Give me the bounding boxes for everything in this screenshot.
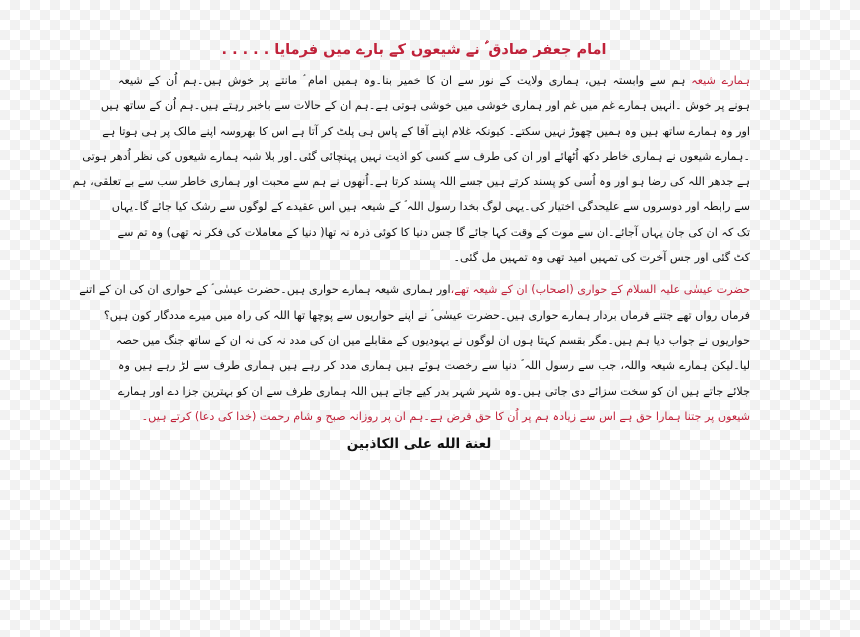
line-text: اور ہماری شیعہ ہمارے حواری ہیں۔حضرت عیسٰی ؑ کے حواری ان کی ان کے اتنے: [79, 283, 451, 297]
line-text: ہم سے وابستہ ہیں، ہماری ولایت کے نور سے ان کا خمیر بنا۔وہ ہمیں امام ؑ مانتے پر خوش ہیں۔ہم اُن کے شیعہ: [118, 74, 692, 87]
paragraph-disciples: [79, 277, 750, 429]
page-title: امام جعفر صادق ؑ نے شیعوں کے بارے میں فرمایا . . . . .: [221, 42, 607, 58]
paragraph-gap: [118, 270, 750, 277]
text-line: [79, 277, 750, 302]
text-line: [118, 68, 750, 93]
text-line: حواریوں نے جواب دیا ہم ہیں۔مگر بقسم کہتا ہوں ان لوگوں نے یہودیوں کے مقابلے میں ان کی مدد نہ کی نہ ان کے ساتھ جنگ میں حصہ: [115, 333, 750, 347]
text-line: سے رابطہ اور دوسروں سے علیحدگی اختیار کی۔یہی لوگ بخدا رسول اللہ ؐ کے شیعہ ہیں اس عقیدے کے لوگوں سے رشک کیا جائے گا۔یہاں: [111, 200, 750, 214]
text-line: فرماں رواں تھے جتنے فرماں بردار ہمارے حواری ہیں۔حضرت عیسٰی ؑ نے اپنے حواریوں سے پوچھا تھا اللہ کی راہ میں میرے مددگار کون ہیں؟: [103, 308, 750, 322]
closing-phrase: لعنة الله على الكاذبين: [346, 436, 492, 453]
lead-phrase: ہمارے شیعہ: [691, 74, 750, 87]
paragraph-shia-virtues: [72, 68, 750, 270]
text-line: جلائے جاتے ہیں ان کو سخت سزائے دی جاتی ہیں۔وہ شہر شہر بدر کیے جاتے ہیں اللہ ہماری طرف سے ان کو بہترین جزا دے اور ہمارے: [118, 384, 750, 398]
text-line: ہے جدھر اللہ کی رضا ہو اور وہ اُسی کو پسند کرتے ہیں جسے اللہ پسند کرتا ہے۔اُنھوں نے ہم سے محبت اور ہماری خاطر سب سے بے تعلقی، ہم: [72, 175, 750, 189]
text-line: تک کہ ان کی جان یہاں آجائے۔ان سے موت کے وقت کہا جائے گا جس دنیا کا کوئی ذرہ نہ تھا( دنیا کے معاملات کی فکر نہ تھی) وہ تم سے: [117, 225, 750, 239]
hadith-document: [72, 38, 750, 455]
lead-phrase: حضرت عیسٰی علیہ السلام کے حواری (اصحاب) ان کے شیعہ تھے،: [450, 283, 750, 297]
text-line: لیا۔لیکن ہمارے شیعہ واللہ، جب سے رسول اللہ ؐ دنیا سے رخصت ہوئے ہیں ہماری مدد کر رہے ہیں ہماری طرف سے لڑ رہے ہیں وہ: [118, 359, 750, 373]
text-line: ۔ہمارے شیعوں نے ہماری خاطر دکھ اُٹھائے اور ان کی طرف سے کسی کو اذیت نہیں پہنچائی گئی۔اور بلا شبہ ہمارے شیعوں کی نظر اُدھر ہوتی: [82, 149, 750, 163]
text-line: اور وہ ہمارے ساتھ ہیں وہ ہمیں چھوڑ نہیں سکتے۔ کیونکہ غلام اپنے آقا کے پاس ہی پلٹ کر آتا ہے اس کا بھروسہ اپنے مالک پر ہی ہوتا ہے: [102, 124, 750, 138]
final-line: شیعوں پر جتنا ہمارا حق ہے اس سے زیادہ ہم پر اُن کا حق فرض ہے۔ہم ان پر روزانہ صبح و شام رحمت (خدا کی دعا) کرتے ہیں۔: [141, 409, 750, 423]
text-line: ہونے پر خوش ۔انہیں ہمارے غم میں غم اور ہماری خوشی میں خوشی ہوتی ہے۔ہم ان کے حالات سے باخبر رہتے ہیں۔ہم اُن کے ساتھ ہیں: [100, 99, 750, 113]
text-line: کٹ گئی اور جس آخرت کی تمہیں امید تھی وہ تمہیں مل گئی۔: [453, 251, 750, 265]
